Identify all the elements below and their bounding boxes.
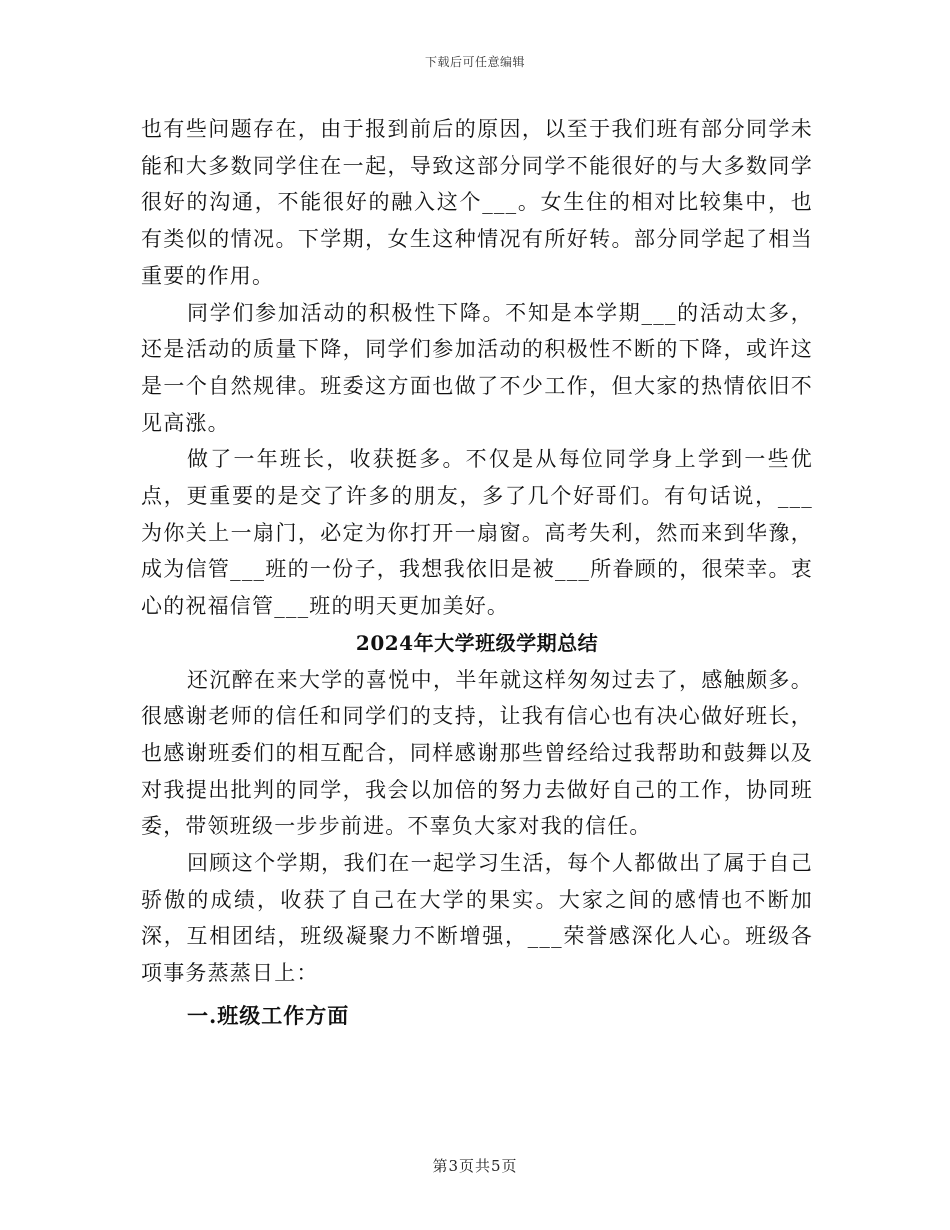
subheading-class-work: 一.班级工作方面	[187, 1002, 350, 1028]
paragraph-monitor-reflection: 做了一年班长，收获挺多。不仅是从每位同学身上学到一些优点，更重要的是交了许多的朋友，多了几个好哥们。有句话说，___为你关上一扇门，必定为你打开一扇窗。高考失利，然而来到华豫，成为信管___班的一份子，我想我依旧是被___所眷顾的，很荣幸。衷心的祝福信管___班的明天更加美好。	[141, 447, 813, 619]
header-note: 下载后可任意编辑	[424, 55, 525, 69]
paragraph-continuation: 也有些问题存在，由于报到前后的原因，以至于我们班有部分同学未能和大多数同学住在一起，导致这部分同学不能很好的与大多数同学很好的沟通，不能很好的融入这个___。女生住的相对比较集中，也有类似的情况。下学期，女生这种情况有所好转。部分同学起了相当重要的作用。	[141, 117, 813, 288]
paragraph-intro: 还沉醉在来大学的喜悦中，半年就这样匆匆过去了，感触颇多。很感谢老师的信任和同学们的支持，让我有信心也有决心做好班长，也感谢班委们的相互配合，同样感谢那些曾经给过我帮助和鼓舞以及对我提出批判的同学，我会以加倍的努力去做好自己的工作，协同班委，带领班级一步步前进。不辜负大家对我的信任。	[141, 667, 813, 839]
document-body	[141, 111, 813, 1035]
paragraph-activity: 同学们参加活动的积极性下降。不知是本学期___的活动太多，还是活动的质量下降，同学们参加活动的积极性不断的下降，或许这是一个自然规律。班委这方面也做了不少工作，但大家的热情依旧不见高涨。	[141, 300, 813, 435]
paragraph-review: 回顾这个学期，我们在一起学习生活，每个人都做出了属于自己骄傲的成绩，收获了自己在大学的果实。大家之间的感情也不断加深，互相团结，班级凝聚力不断增强，___荣誉感深化人心。班级各项事务蒸蒸日上：	[141, 851, 813, 986]
section-title: 2024年大学班级学期总结	[355, 630, 599, 655]
page-number: 第3页共5页	[432, 1157, 518, 1175]
